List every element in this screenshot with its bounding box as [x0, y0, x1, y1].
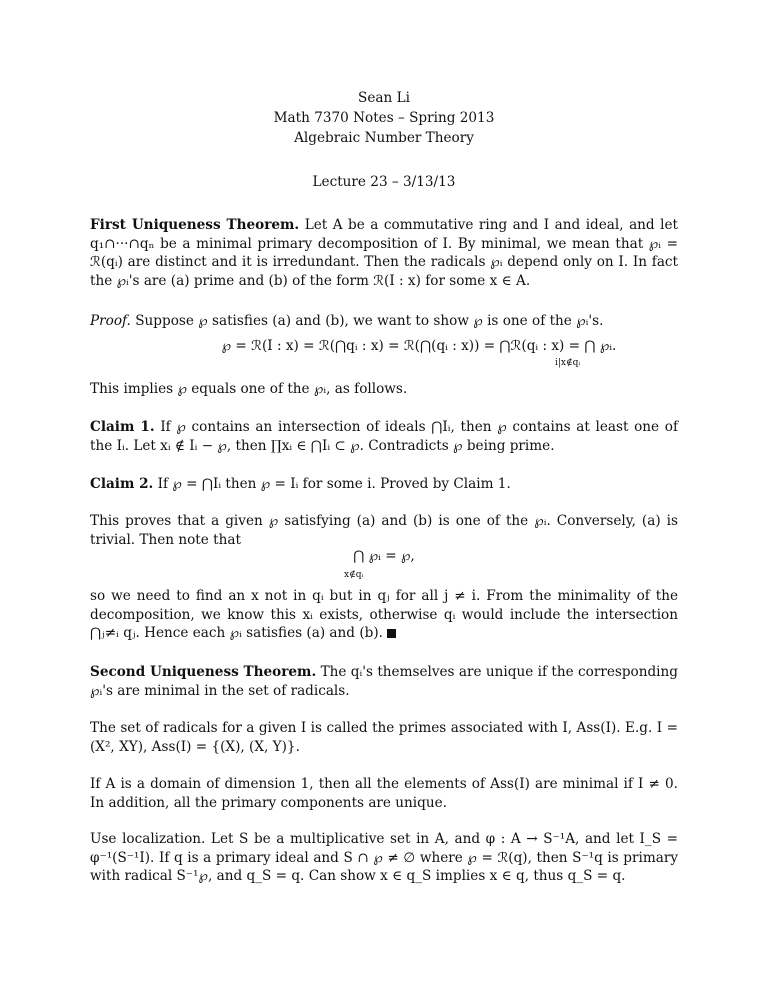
- localization-paragraph: Use localization. Let S be a multiplicative set in A, and φ : A → S⁻¹A, and let I_S = φ⁻¹(S⁻¹I). If q is a primary ideal and S ∩ ℘ ≠ ∅ where ℘ = ℛ(q), then S⁻¹q is primary with radical S⁻¹℘, and q_S = q. Can show x ∈ q_S implies x ∈ q, thus q_S = q.: [90, 831, 678, 884]
- display-equation-1: [90, 338, 678, 368]
- claim-2-body: If ℘ = ⋂Iᵢ then ℘ = Iᵢ for some i. Proved by Claim 1.: [157, 476, 511, 492]
- subject-line: Algebraic Number Theory: [294, 130, 474, 146]
- second-uniqueness-theorem: [90, 663, 678, 700]
- claim-1-title: Claim 1.: [90, 419, 155, 435]
- claim-1: [90, 418, 678, 455]
- qed-square-icon: [387, 629, 396, 638]
- course-line: Math 7370 Notes – Spring 2013: [273, 110, 495, 126]
- equation-2-main: ⋂ ℘ᵢ = ℘,: [353, 548, 415, 564]
- claim-1-body: If ℘ contains an intersection of ideals ⋂Iᵢ, then ℘ contains at least one of the Iᵢ. Let xᵢ ∉ Iᵢ − ℘, then ∏xᵢ ∈ ⋂Iᵢ ⊂ ℘. Contradicts ℘ being prime.: [90, 419, 678, 454]
- author-line: Sean Li: [358, 90, 410, 106]
- claim-2-title: Claim 2.: [90, 476, 154, 492]
- theorem-2-body: The qᵢ's themselves are unique if the corresponding ℘ᵢ's are minimal in the set of radicals.: [90, 664, 678, 699]
- converse-paragraph: This proves that a given ℘ satisfying (a) and (b) is one of the ℘ᵢ. Conversely, (a) is trivial. Then note that: [90, 513, 678, 548]
- display-equation-2: [90, 548, 678, 580]
- first-uniqueness-theorem: [90, 216, 678, 290]
- domain-paragraph: If A is a domain of dimension 1, then all the elements of Ass(I) are minimal if I ≠ 0. In addition, all the primary components are unique.: [90, 776, 678, 811]
- proof-after: This implies ℘ equals one of the ℘ᵢ, as follows.: [90, 381, 408, 397]
- claim-2: [90, 475, 678, 494]
- theorem-2-title: Second Uniqueness Theorem.: [90, 664, 317, 680]
- proof-body: Suppose ℘ satisfies (a) and (b), we want to show ℘ is one of the ℘ᵢ's.: [135, 313, 604, 329]
- converse-after: [90, 587, 678, 643]
- lecture-line: Lecture 23 – 3/13/13: [312, 174, 456, 190]
- equation-2-subscript: x∉qᵢ: [344, 570, 364, 580]
- equation-subscript: i|x∉qᵢ: [555, 358, 581, 368]
- proof-label: Proof.: [90, 313, 131, 329]
- equation-main: ℘ = ℛ(I : x) = ℛ(⋂qᵢ : x) = ℛ(⋂(qᵢ : x)) = ⋂ℛ(qᵢ : x) = ⋂ ℘ᵢ.: [221, 338, 617, 354]
- proof-paragraph: [90, 312, 678, 331]
- theorem-title: First Uniqueness Theorem.: [90, 217, 300, 233]
- theorem-body: Let A be a commutative ring and I and ideal, and let q₁∩···∩qₙ be a minimal primary decomposition of I. By minimal, we mean that ℘ᵢ = ℛ(qᵢ) are distinct and it is irredundant. Then the radicals ℘ᵢ depend only on I. In fact the ℘ᵢ's are (a) prime and (b) of the form ℛ(I : x) for some x ∈ A.: [90, 217, 678, 289]
- associated-primes-paragraph: The set of radicals for a given I is called the primes associated with I, Ass(I). E.g. I = (X², XY), Ass(I) = {(X), (X, Y)}.: [90, 720, 678, 755]
- converse-after-text: so we need to find an x not in qᵢ but in qⱼ for all j ≠ i. From the minimality of the decomposition, we know this xᵢ exists, otherwise qᵢ would include the intersection ⋂ⱼ≠ᵢ qⱼ. Hence each ℘ᵢ satisfies (a) and (b).: [90, 588, 678, 641]
